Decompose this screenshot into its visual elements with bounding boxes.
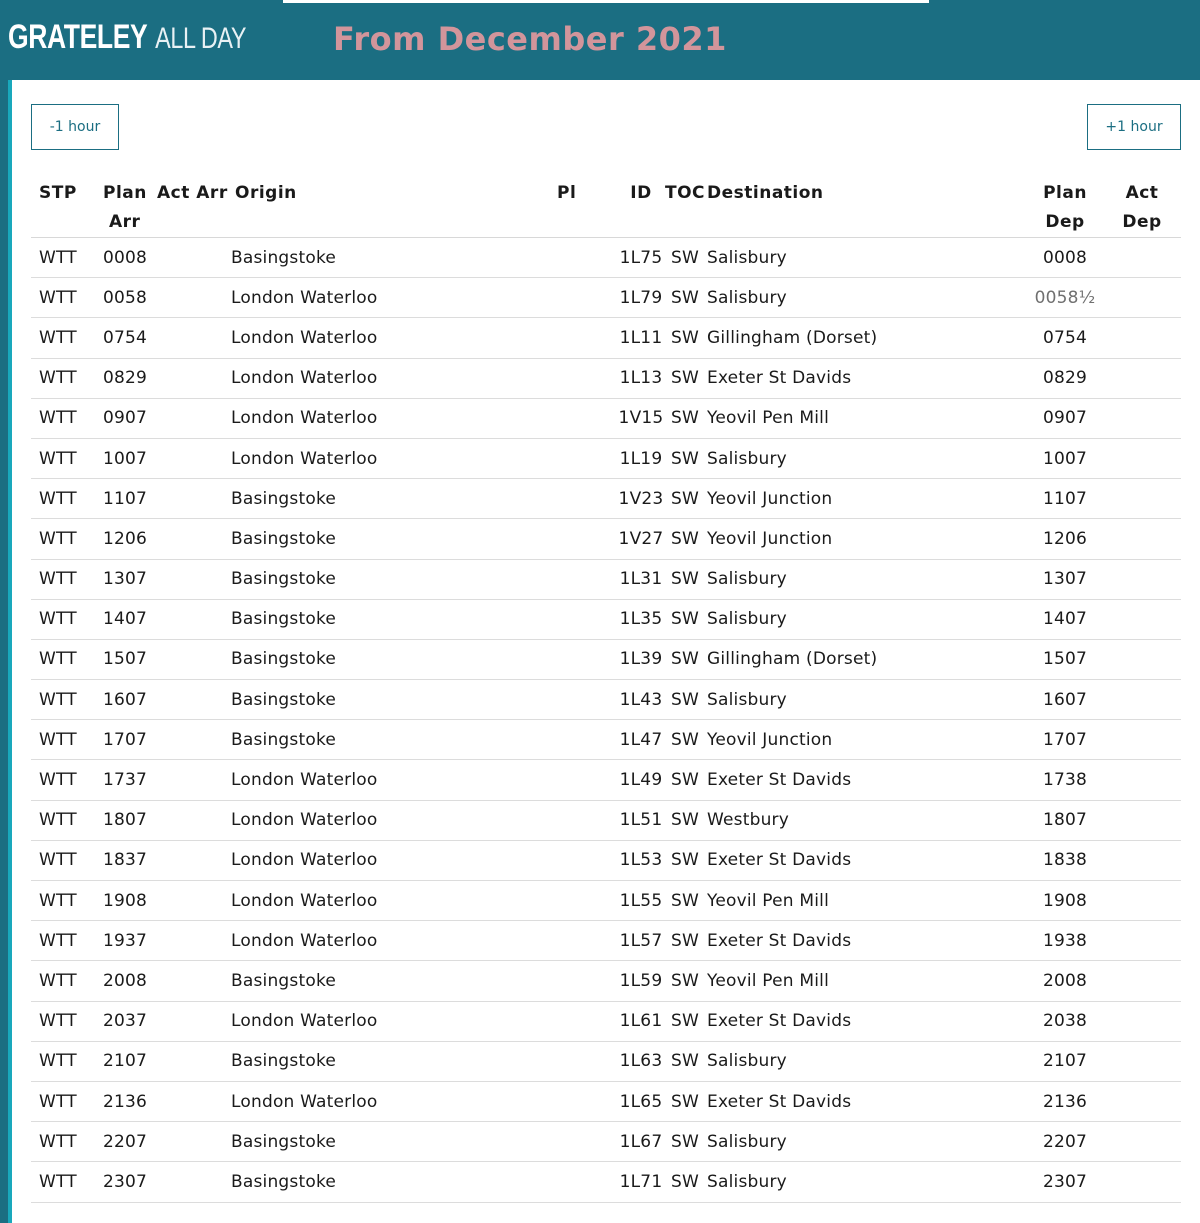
- toc-cell: SW: [665, 559, 707, 599]
- destination-cell: Yeovil Junction: [707, 720, 1027, 760]
- table-row: [31, 519, 1181, 559]
- plan-arr-cell: 2136: [95, 1081, 157, 1121]
- stp-cell: WTT: [31, 398, 95, 438]
- plan-arr-cell: 2008: [95, 961, 157, 1001]
- platform-cell: [557, 1001, 617, 1041]
- plan-dep-cell: 0829: [1027, 358, 1103, 398]
- plan-arr-cell: 1937: [95, 921, 157, 961]
- act-arr-cell: [157, 1041, 231, 1081]
- station-title: [8, 18, 246, 64]
- plan-arr-cell: 1807: [95, 800, 157, 840]
- act-arr-cell: [157, 760, 231, 800]
- plan-dep-cell: 2307: [1027, 1162, 1103, 1202]
- stp-cell: WTT: [31, 519, 95, 559]
- origin-cell: Basingstoke: [231, 1122, 557, 1162]
- origin-cell: Basingstoke: [231, 599, 557, 639]
- train-id-cell: 1L59: [617, 961, 665, 1001]
- destination-cell: Salisbury: [707, 278, 1027, 318]
- platform-cell: [557, 398, 617, 438]
- stp-cell: WTT: [31, 1122, 95, 1162]
- table-row: [31, 881, 1181, 921]
- destination-cell: Salisbury: [707, 559, 1027, 599]
- act-arr-cell: [157, 479, 231, 519]
- toc-cell: SW: [665, 921, 707, 961]
- toc-cell: SW: [665, 318, 707, 358]
- timetable-period: From December 2021: [333, 20, 727, 58]
- stp-cell: WTT: [31, 800, 95, 840]
- plan-arr-cell: 0907: [95, 398, 157, 438]
- train-id-cell: 1V15: [617, 398, 665, 438]
- table-row: [31, 639, 1181, 679]
- stp-cell: WTT: [31, 559, 95, 599]
- toc-cell: SW: [665, 760, 707, 800]
- table-row: [31, 1081, 1181, 1121]
- act-dep-cell: [1103, 760, 1181, 800]
- plan-arr-cell: 2307: [95, 1162, 157, 1202]
- origin-cell: London Waterloo: [231, 318, 557, 358]
- act-dep-cell: [1103, 358, 1181, 398]
- act-dep-cell: [1103, 599, 1181, 639]
- plan-dep-cell: 1738: [1027, 760, 1103, 800]
- toc-cell: SW: [665, 1162, 707, 1202]
- train-id-cell: 1L39: [617, 639, 665, 679]
- act-dep-cell: [1103, 438, 1181, 478]
- platform-cell: [557, 318, 617, 358]
- act-dep-cell: [1103, 479, 1181, 519]
- act-dep-cell: [1103, 318, 1181, 358]
- origin-cell: Basingstoke: [231, 519, 557, 559]
- destination-cell: Salisbury: [707, 238, 1027, 278]
- train-id-cell: 1L47: [617, 720, 665, 760]
- stp-cell: WTT: [31, 479, 95, 519]
- destination-cell: Gillingham (Dorset): [707, 318, 1027, 358]
- toc-cell: SW: [665, 599, 707, 639]
- plan-dep-cell: 1938: [1027, 921, 1103, 961]
- col-origin: Origin: [231, 166, 557, 238]
- act-dep-cell: [1103, 921, 1181, 961]
- toc-cell: SW: [665, 479, 707, 519]
- train-id-cell: 1L49: [617, 760, 665, 800]
- plan-arr-cell: 1837: [95, 840, 157, 880]
- plan-dep-cell: 1107: [1027, 479, 1103, 519]
- platform-cell: [557, 519, 617, 559]
- origin-cell: Basingstoke: [231, 1162, 557, 1202]
- stp-cell: WTT: [31, 1001, 95, 1041]
- platform-cell: [557, 921, 617, 961]
- train-id-cell: 1L79: [617, 278, 665, 318]
- train-id-cell: 1L55: [617, 881, 665, 921]
- destination-cell: Salisbury: [707, 1041, 1027, 1081]
- table-row: [31, 1122, 1181, 1162]
- top-accent-bar: [283, 0, 929, 3]
- act-arr-cell: [157, 840, 231, 880]
- train-id-cell: 1L65: [617, 1081, 665, 1121]
- train-id-cell: 1L75: [617, 238, 665, 278]
- platform-cell: [557, 358, 617, 398]
- platform-cell: [557, 278, 617, 318]
- station-name: GRATELEY: [8, 18, 148, 56]
- table-row: [31, 318, 1181, 358]
- stp-cell: WTT: [31, 1081, 95, 1121]
- stp-cell: WTT: [31, 1041, 95, 1081]
- plan-dep-cell: 1707: [1027, 720, 1103, 760]
- plan-dep-cell: 1908: [1027, 881, 1103, 921]
- act-dep-cell: [1103, 800, 1181, 840]
- origin-cell: London Waterloo: [231, 438, 557, 478]
- act-dep-cell: [1103, 278, 1181, 318]
- act-arr-cell: [157, 238, 231, 278]
- plan-arr-cell: 1507: [95, 639, 157, 679]
- destination-cell: Salisbury: [707, 1122, 1027, 1162]
- act-arr-cell: [157, 921, 231, 961]
- table-row: [31, 921, 1181, 961]
- plan-dep-cell: 1007: [1027, 438, 1103, 478]
- platform-cell: [557, 800, 617, 840]
- act-dep-cell: [1103, 1122, 1181, 1162]
- plan-dep-cell: 0058½: [1027, 278, 1103, 318]
- act-dep-cell: [1103, 720, 1181, 760]
- stp-cell: WTT: [31, 881, 95, 921]
- toc-cell: SW: [665, 519, 707, 559]
- plan-arr-cell: 1107: [95, 479, 157, 519]
- plan-dep-cell: 1407: [1027, 599, 1103, 639]
- table-row: [31, 760, 1181, 800]
- plan-dep-cell: 0907: [1027, 398, 1103, 438]
- platform-cell: [557, 559, 617, 599]
- platform-cell: [557, 438, 617, 478]
- plan-arr-cell: 1007: [95, 438, 157, 478]
- plan-arr-cell: 2037: [95, 1001, 157, 1041]
- plan-dep-cell: 0008: [1027, 238, 1103, 278]
- next-hour-button[interactable]: +1 hour: [1087, 104, 1181, 150]
- destination-cell: Exeter St Davids: [707, 921, 1027, 961]
- plan-dep-cell: 1607: [1027, 680, 1103, 720]
- destination-cell: Exeter St Davids: [707, 1001, 1027, 1041]
- col-plan-arr: Plan Arr: [95, 166, 157, 238]
- act-dep-cell: [1103, 519, 1181, 559]
- stp-cell: WTT: [31, 1162, 95, 1202]
- table-row: [31, 1001, 1181, 1041]
- destination-cell: Yeovil Pen Mill: [707, 398, 1027, 438]
- act-dep-cell: [1103, 639, 1181, 679]
- toc-cell: SW: [665, 680, 707, 720]
- table-row: [31, 720, 1181, 760]
- origin-cell: Basingstoke: [231, 961, 557, 1001]
- table-row: [31, 438, 1181, 478]
- platform-cell: [557, 720, 617, 760]
- plan-dep-cell: 1206: [1027, 519, 1103, 559]
- plan-dep-cell: 1838: [1027, 840, 1103, 880]
- act-arr-cell: [157, 599, 231, 639]
- destination-cell: Gillingham (Dorset): [707, 639, 1027, 679]
- plan-arr-cell: 1707: [95, 720, 157, 760]
- plan-arr-cell: 1307: [95, 559, 157, 599]
- act-dep-cell: [1103, 559, 1181, 599]
- stp-cell: WTT: [31, 961, 95, 1001]
- plan-arr-cell: 1206: [95, 519, 157, 559]
- platform-cell: [557, 961, 617, 1001]
- destination-cell: Exeter St Davids: [707, 840, 1027, 880]
- act-arr-cell: [157, 358, 231, 398]
- train-id-cell: 1L13: [617, 358, 665, 398]
- act-dep-cell: [1103, 238, 1181, 278]
- platform-cell: [557, 479, 617, 519]
- origin-cell: Basingstoke: [231, 720, 557, 760]
- train-id-cell: 1L43: [617, 680, 665, 720]
- platform-cell: [557, 639, 617, 679]
- train-id-cell: 1L67: [617, 1122, 665, 1162]
- destination-cell: Exeter St Davids: [707, 358, 1027, 398]
- act-arr-cell: [157, 639, 231, 679]
- table-row: [31, 479, 1181, 519]
- stp-cell: WTT: [31, 438, 95, 478]
- destination-cell: Westbury: [707, 800, 1027, 840]
- platform-cell: [557, 1041, 617, 1081]
- act-dep-cell: [1103, 680, 1181, 720]
- act-arr-cell: [157, 881, 231, 921]
- plan-arr-cell: 1908: [95, 881, 157, 921]
- col-id: ID: [617, 166, 665, 238]
- table-row: [31, 680, 1181, 720]
- table-row: [31, 398, 1181, 438]
- train-id-cell: 1L57: [617, 921, 665, 961]
- plan-arr-cell: 0754: [95, 318, 157, 358]
- act-arr-cell: [157, 680, 231, 720]
- toc-cell: SW: [665, 840, 707, 880]
- plan-dep-cell: 2008: [1027, 961, 1103, 1001]
- plan-arr-cell: 0829: [95, 358, 157, 398]
- col-plan-dep: Plan Dep: [1027, 166, 1103, 238]
- col-stp: STP: [31, 166, 95, 238]
- act-arr-cell: [157, 961, 231, 1001]
- origin-cell: London Waterloo: [231, 921, 557, 961]
- plan-dep-cell: 2038: [1027, 1001, 1103, 1041]
- toc-cell: SW: [665, 238, 707, 278]
- page-header: [0, 0, 1200, 80]
- col-act-dep: Act Dep: [1103, 166, 1181, 238]
- destination-cell: Yeovil Pen Mill: [707, 881, 1027, 921]
- col-platform: Pl: [557, 166, 617, 238]
- act-dep-cell: [1103, 840, 1181, 880]
- col-destination: Destination: [707, 166, 1027, 238]
- destination-cell: Salisbury: [707, 1162, 1027, 1202]
- plan-arr-cell: 0008: [95, 238, 157, 278]
- stp-cell: WTT: [31, 639, 95, 679]
- toc-cell: SW: [665, 1041, 707, 1081]
- act-dep-cell: [1103, 1001, 1181, 1041]
- plan-arr-cell: 2207: [95, 1122, 157, 1162]
- train-id-cell: 1L31: [617, 559, 665, 599]
- origin-cell: London Waterloo: [231, 760, 557, 800]
- stp-cell: WTT: [31, 680, 95, 720]
- origin-cell: London Waterloo: [231, 358, 557, 398]
- plan-arr-cell: 1737: [95, 760, 157, 800]
- platform-cell: [557, 599, 617, 639]
- stp-cell: WTT: [31, 358, 95, 398]
- train-id-cell: 1L19: [617, 438, 665, 478]
- table-row: [31, 1162, 1181, 1202]
- origin-cell: Basingstoke: [231, 238, 557, 278]
- platform-cell: [557, 1122, 617, 1162]
- departures-table: [31, 166, 1181, 1203]
- toc-cell: SW: [665, 1081, 707, 1121]
- destination-cell: Exeter St Davids: [707, 1081, 1027, 1121]
- destination-cell: Yeovil Junction: [707, 479, 1027, 519]
- destination-cell: Salisbury: [707, 680, 1027, 720]
- col-toc: TOC: [665, 166, 707, 238]
- stp-cell: WTT: [31, 720, 95, 760]
- previous-hour-button[interactable]: -1 hour: [31, 104, 119, 150]
- destination-cell: Salisbury: [707, 438, 1027, 478]
- table-row: [31, 559, 1181, 599]
- origin-cell: Basingstoke: [231, 1041, 557, 1081]
- table-row: [31, 599, 1181, 639]
- origin-cell: London Waterloo: [231, 1001, 557, 1041]
- stp-cell: WTT: [31, 278, 95, 318]
- origin-cell: London Waterloo: [231, 1081, 557, 1121]
- plan-arr-cell: 1407: [95, 599, 157, 639]
- table-row: [31, 961, 1181, 1001]
- train-id-cell: 1L71: [617, 1162, 665, 1202]
- train-id-cell: 1L11: [617, 318, 665, 358]
- origin-cell: London Waterloo: [231, 881, 557, 921]
- train-id-cell: 1L51: [617, 800, 665, 840]
- act-arr-cell: [157, 318, 231, 358]
- train-id-cell: 1L63: [617, 1041, 665, 1081]
- platform-cell: [557, 1081, 617, 1121]
- platform-cell: [557, 840, 617, 880]
- origin-cell: London Waterloo: [231, 278, 557, 318]
- destination-cell: Yeovil Junction: [707, 519, 1027, 559]
- toc-cell: SW: [665, 358, 707, 398]
- act-arr-cell: [157, 800, 231, 840]
- act-dep-cell: [1103, 1081, 1181, 1121]
- train-id-cell: 1L35: [617, 599, 665, 639]
- platform-cell: [557, 760, 617, 800]
- act-dep-cell: [1103, 881, 1181, 921]
- act-arr-cell: [157, 559, 231, 599]
- train-id-cell: 1V23: [617, 479, 665, 519]
- plan-dep-cell: 2107: [1027, 1041, 1103, 1081]
- plan-dep-cell: 1507: [1027, 639, 1103, 679]
- platform-cell: [557, 680, 617, 720]
- platform-cell: [557, 238, 617, 278]
- table-row: [31, 278, 1181, 318]
- origin-cell: Basingstoke: [231, 559, 557, 599]
- table-row: [31, 800, 1181, 840]
- origin-cell: London Waterloo: [231, 800, 557, 840]
- plan-dep-cell: 2136: [1027, 1081, 1103, 1121]
- plan-arr-cell: 1607: [95, 680, 157, 720]
- act-arr-cell: [157, 398, 231, 438]
- platform-cell: [557, 1162, 617, 1202]
- act-dep-cell: [1103, 398, 1181, 438]
- toc-cell: SW: [665, 1001, 707, 1041]
- origin-cell: London Waterloo: [231, 398, 557, 438]
- act-arr-cell: [157, 519, 231, 559]
- toc-cell: SW: [665, 961, 707, 1001]
- stp-cell: WTT: [31, 318, 95, 358]
- plan-arr-cell: 2107: [95, 1041, 157, 1081]
- stp-cell: WTT: [31, 599, 95, 639]
- toc-cell: SW: [665, 800, 707, 840]
- stp-cell: WTT: [31, 921, 95, 961]
- timetable-panel: [8, 80, 1200, 1223]
- toc-cell: SW: [665, 398, 707, 438]
- act-dep-cell: [1103, 1041, 1181, 1081]
- origin-cell: Basingstoke: [231, 639, 557, 679]
- act-arr-cell: [157, 1122, 231, 1162]
- act-arr-cell: [157, 720, 231, 760]
- table-row: [31, 1041, 1181, 1081]
- station-subtitle: ALL DAY: [155, 22, 247, 55]
- plan-dep-cell: 2207: [1027, 1122, 1103, 1162]
- act-arr-cell: [157, 1081, 231, 1121]
- destination-cell: Exeter St Davids: [707, 760, 1027, 800]
- col-act-arr: Act Arr: [157, 166, 231, 238]
- act-arr-cell: [157, 278, 231, 318]
- destination-cell: Salisbury: [707, 599, 1027, 639]
- plan-arr-cell: 0058: [95, 278, 157, 318]
- origin-cell: Basingstoke: [231, 479, 557, 519]
- stp-cell: WTT: [31, 840, 95, 880]
- plan-dep-cell: 1307: [1027, 559, 1103, 599]
- toc-cell: SW: [665, 720, 707, 760]
- act-dep-cell: [1103, 1162, 1181, 1202]
- stp-cell: WTT: [31, 760, 95, 800]
- train-id-cell: 1V27: [617, 519, 665, 559]
- toc-cell: SW: [665, 881, 707, 921]
- act-arr-cell: [157, 438, 231, 478]
- act-arr-cell: [157, 1162, 231, 1202]
- table-row: [31, 358, 1181, 398]
- plan-dep-cell: 1807: [1027, 800, 1103, 840]
- origin-cell: London Waterloo: [231, 840, 557, 880]
- act-dep-cell: [1103, 961, 1181, 1001]
- table-row: [31, 238, 1181, 278]
- origin-cell: Basingstoke: [231, 680, 557, 720]
- train-id-cell: 1L53: [617, 840, 665, 880]
- destination-cell: Yeovil Pen Mill: [707, 961, 1027, 1001]
- train-id-cell: 1L61: [617, 1001, 665, 1041]
- table-row: [31, 840, 1181, 880]
- stp-cell: WTT: [31, 238, 95, 278]
- platform-cell: [557, 881, 617, 921]
- act-arr-cell: [157, 1001, 231, 1041]
- toc-cell: SW: [665, 438, 707, 478]
- toc-cell: SW: [665, 1122, 707, 1162]
- table-header-row: [31, 166, 1181, 238]
- plan-dep-cell: 0754: [1027, 318, 1103, 358]
- toc-cell: SW: [665, 639, 707, 679]
- toc-cell: SW: [665, 278, 707, 318]
